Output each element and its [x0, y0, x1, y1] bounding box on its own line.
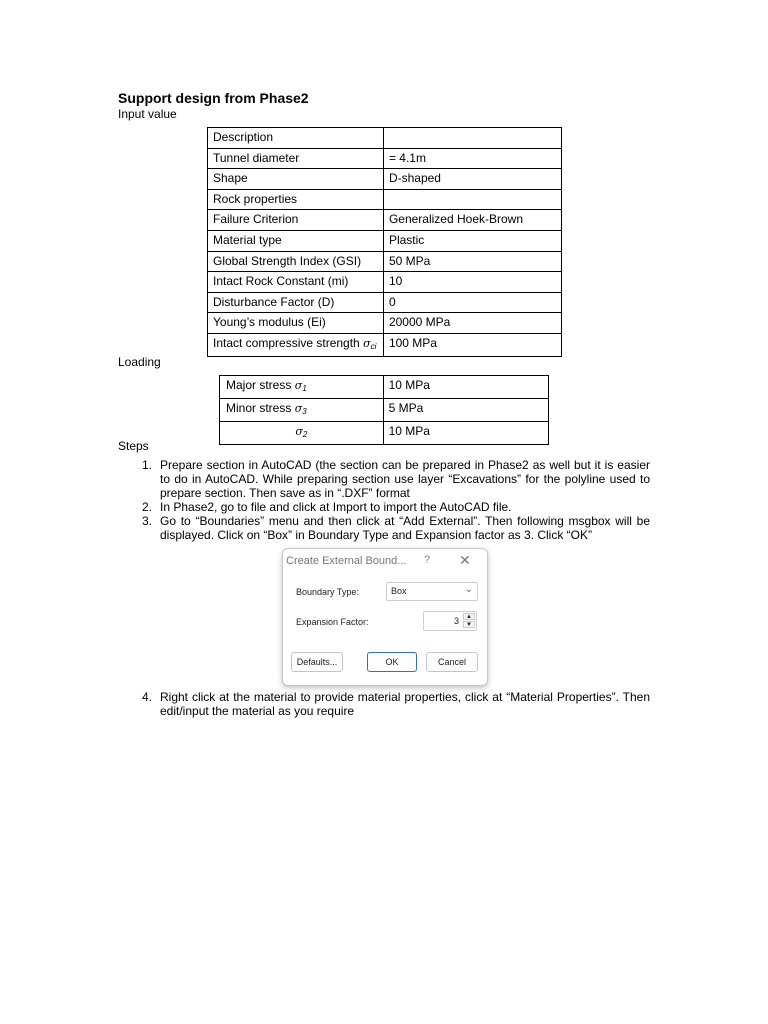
property-cell — [208, 272, 384, 293]
property-name: Global Strength Index (GSI) — [213, 253, 362, 268]
sigma-subscript: 3 — [302, 407, 307, 416]
property-cell — [208, 189, 384, 210]
sigma-symbol: σ — [363, 336, 371, 350]
stress-label: Major stress — [226, 378, 292, 392]
step-number: 1. — [141, 458, 152, 472]
defaults-button[interactable]: Defaults... — [291, 652, 343, 672]
value-cell: 50 MPa — [383, 251, 561, 272]
property-cell — [208, 292, 384, 313]
property-cell — [208, 251, 384, 272]
sigma-subscript: ci — [370, 341, 377, 351]
spin-down-icon[interactable]: ▼ — [463, 621, 475, 628]
stress-label-cell — [220, 422, 384, 445]
create-external-boundary-dialog — [282, 548, 488, 686]
property-cell — [208, 313, 384, 334]
table-row — [208, 230, 562, 251]
cancel-button[interactable]: Cancel — [426, 652, 478, 672]
property-name: Shape — [213, 171, 248, 186]
sigma-symbol: σ — [295, 425, 303, 438]
table-row — [220, 399, 549, 422]
value-cell — [383, 128, 561, 149]
property-cell — [208, 128, 384, 149]
step-number: 4. — [141, 690, 152, 704]
loading-label: Loading — [118, 355, 161, 369]
ok-button[interactable]: OK — [367, 652, 417, 672]
step-text: Prepare section in AutoCAD (the section can be prepared in Phase2 as well but it is easier to do in AutoCAD. While preparing section use layer “Excavations” for the polyline used to prepare section. Then save as in “.DXF” format — [160, 458, 650, 500]
value-cell: 0 — [383, 292, 561, 313]
step-text: Right click at the material to provide material properties, click at “Material Properties”. Then edit/input the material as you require — [160, 690, 650, 718]
loading-table — [219, 375, 549, 445]
help-icon[interactable]: ? — [424, 554, 431, 566]
table-row — [208, 189, 562, 210]
sigma-symbol: σ — [294, 402, 303, 415]
property-cell — [208, 169, 384, 190]
close-icon[interactable]: ✕ — [459, 552, 471, 568]
sigma-subscript: 1 — [302, 384, 307, 393]
input-value-label: Input value — [118, 107, 177, 121]
property-name: Material type — [213, 232, 282, 247]
property-cell — [208, 148, 384, 169]
table-row — [208, 169, 562, 190]
property-cell — [208, 333, 384, 356]
property-cell — [208, 210, 384, 231]
value-cell: 100 MPa — [383, 333, 561, 356]
stepper-buttons — [463, 613, 475, 629]
sigma-subscript: 2 — [302, 430, 308, 439]
table-row — [220, 422, 549, 445]
stress-label-cell — [220, 376, 384, 399]
step-number: 3. — [141, 514, 152, 528]
stress-value-cell: 10 MPa — [383, 422, 548, 445]
property-name: Disturbance Factor (D) — [213, 294, 335, 309]
expansion-factor-label: Expansion Factor: — [296, 617, 369, 627]
step-text: Go to “Boundaries” menu and then click at “Add External”. Then following msgbox will be displayed. Click on “Box” in Boundary Type and Expansion factor as 3. Click “OK” — [160, 514, 650, 542]
property-name: Tunnel diameter — [213, 150, 300, 165]
table-row — [208, 272, 562, 293]
expansion-factor-stepper[interactable] — [423, 611, 477, 631]
input-table — [207, 127, 562, 357]
boundary-type-select[interactable] — [386, 582, 478, 601]
table-row — [208, 128, 562, 149]
value-cell: Plastic — [383, 230, 561, 251]
table-row — [220, 376, 549, 399]
table-row — [208, 333, 562, 356]
chevron-down-icon: ⌄ — [464, 584, 473, 595]
stress-label-cell — [220, 399, 384, 422]
section-title: Support design from Phase2 — [118, 90, 309, 106]
value-cell: 20000 MPa — [383, 313, 561, 334]
table-row — [208, 251, 562, 272]
property-name: Description — [213, 130, 274, 144]
sigma-symbol: σ — [294, 379, 303, 392]
property-name: Intact Rock Constant (mi) — [213, 274, 349, 289]
table-row — [208, 313, 562, 334]
table-row — [208, 210, 562, 231]
property-name: Failure Criterion — [213, 212, 299, 227]
expansion-factor-value: 3 — [453, 616, 459, 626]
value-cell: 10 — [383, 272, 561, 293]
table-row — [208, 292, 562, 313]
value-cell: Generalized Hoek-Brown — [383, 210, 561, 231]
stress-label: Minor stress — [226, 401, 292, 415]
boundary-type-label: Boundary Type: — [296, 587, 359, 597]
steps-label: Steps — [118, 439, 149, 453]
value-cell: = 4.1m — [383, 148, 561, 169]
value-cell: D-shaped — [383, 169, 561, 190]
stress-value-cell: 10 MPa — [383, 376, 548, 399]
stress-value-cell: 5 MPa — [383, 399, 548, 422]
spin-up-icon[interactable]: ▲ — [463, 613, 475, 620]
property-cell — [208, 230, 384, 251]
dialog-title: Create External Bound... — [286, 555, 407, 567]
property-name: Young’s modulus (Ei) — [213, 315, 326, 330]
property-name: Rock properties — [213, 191, 298, 206]
value-cell — [383, 189, 561, 210]
boundary-type-value: Box — [391, 586, 407, 596]
table-row — [208, 148, 562, 169]
step-text: In Phase2, go to file and click at Import to import the AutoCAD file. — [160, 500, 512, 514]
property-name: Intact compressive strength — [213, 335, 360, 350]
step-number: 2. — [141, 500, 152, 514]
